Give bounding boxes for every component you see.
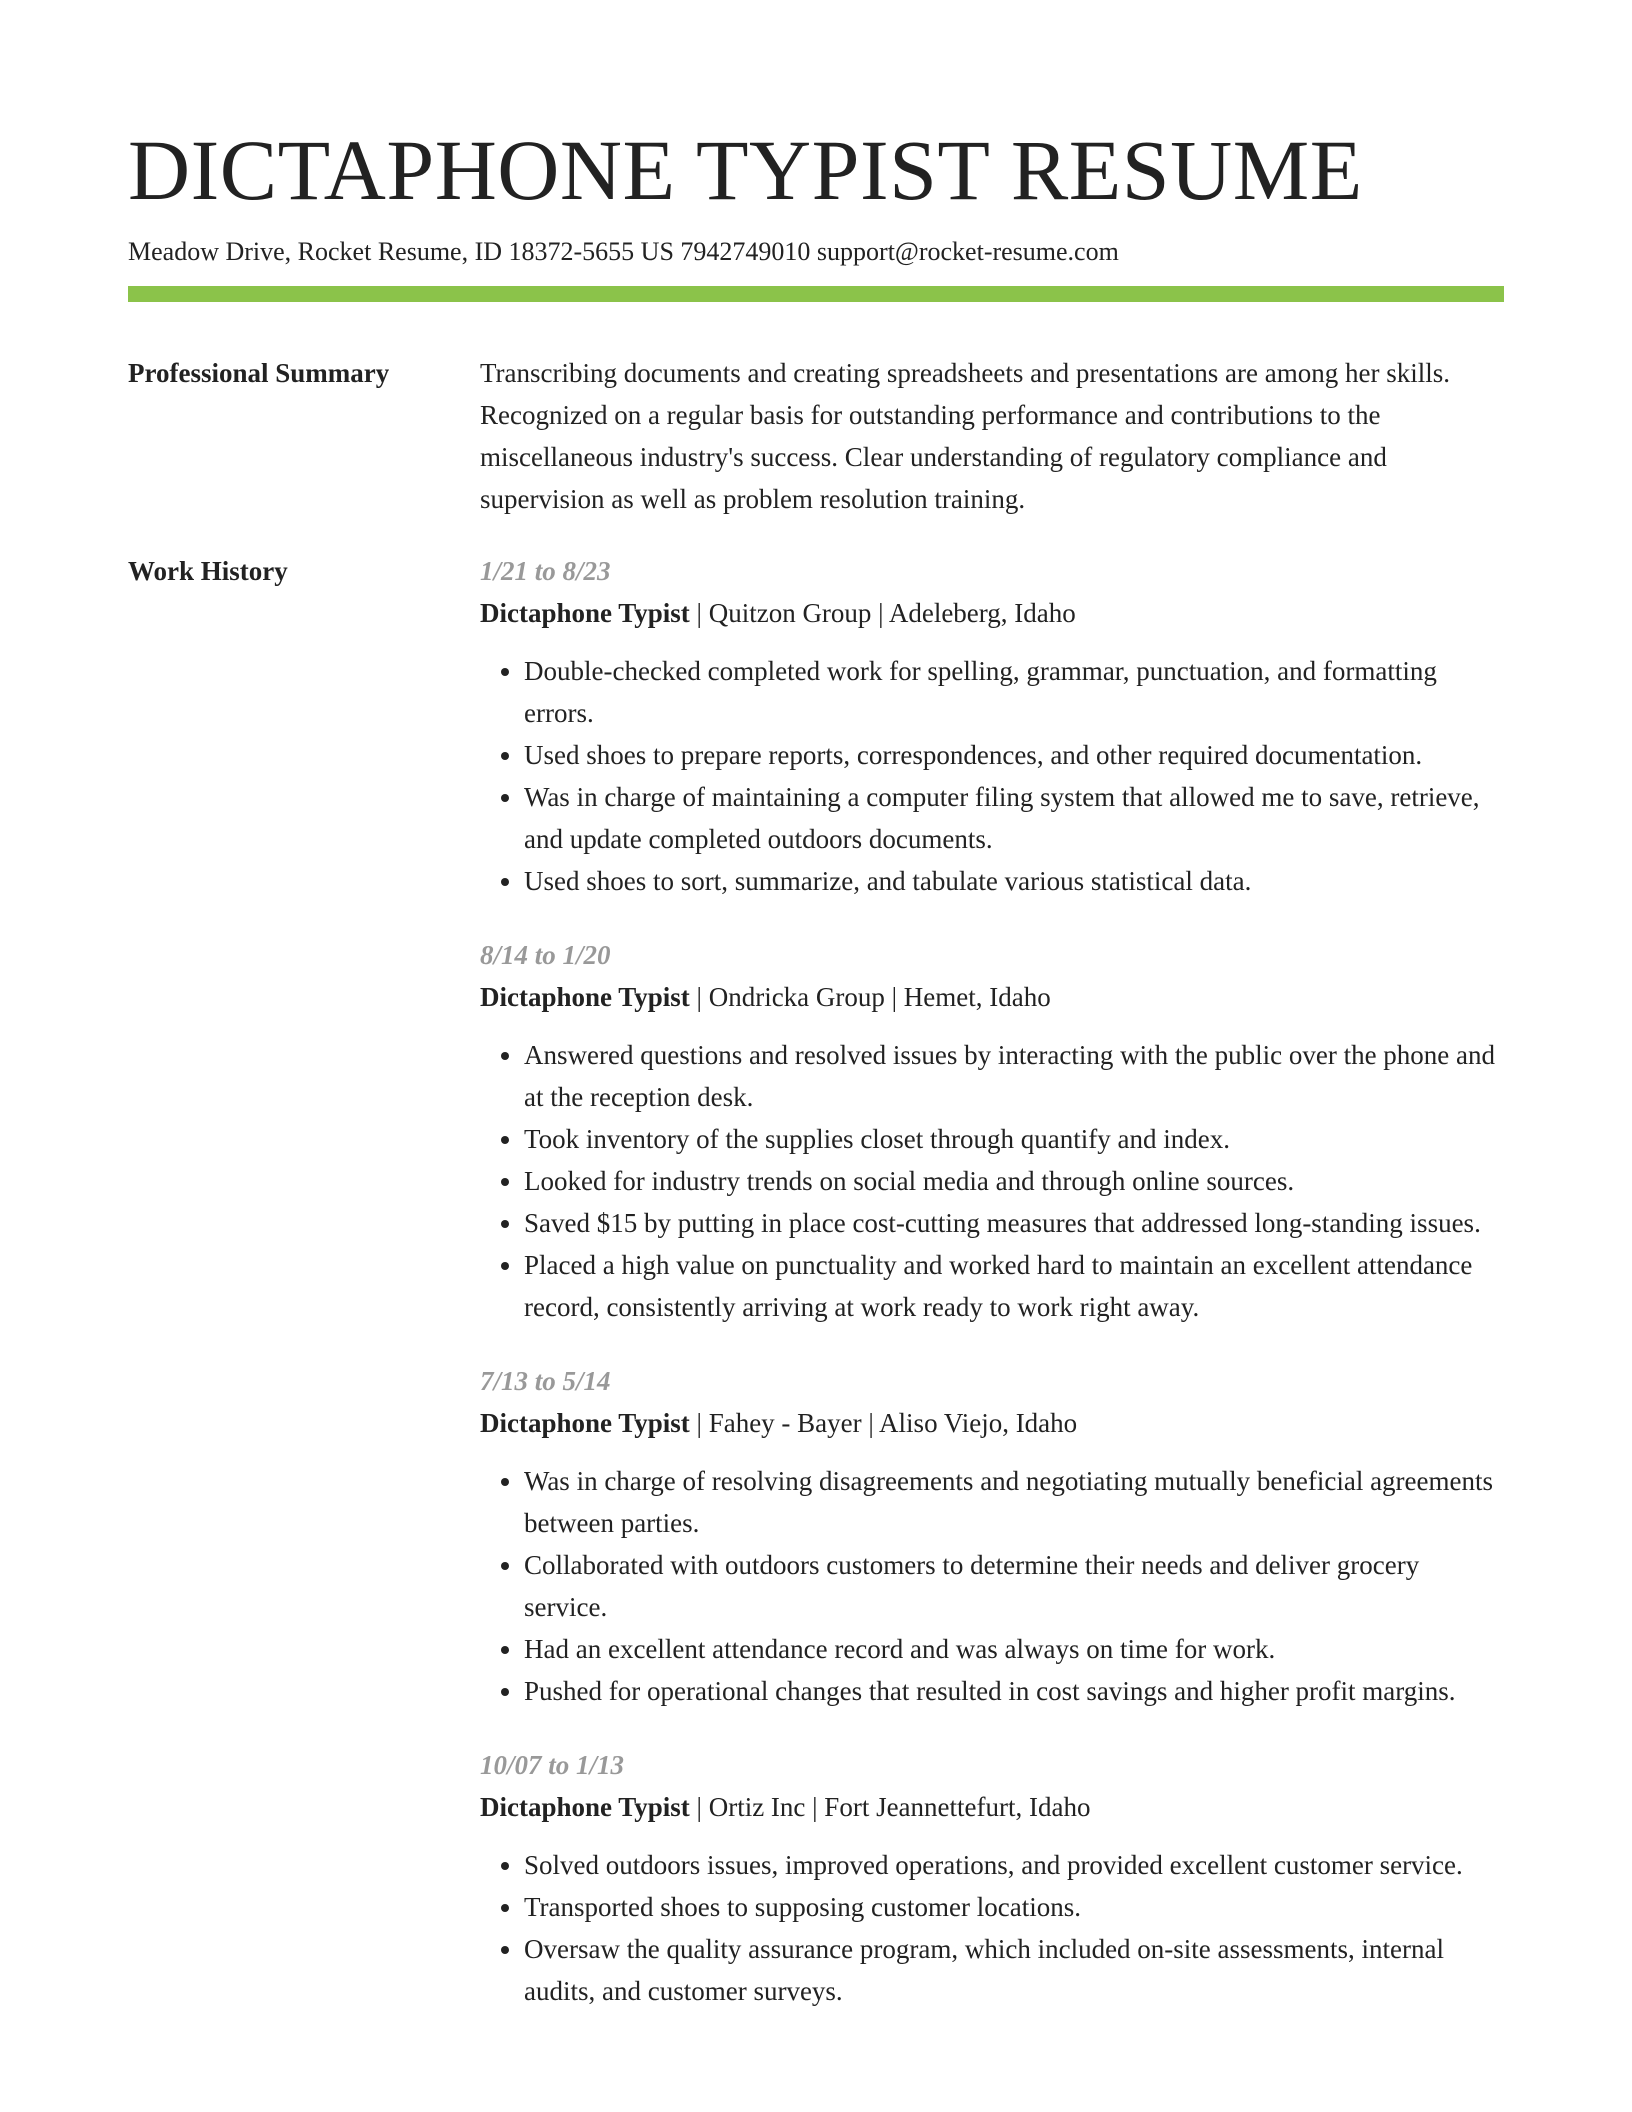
- contact-line: Meadow Drive, Rocket Resume, ID 18372-5655 US 7942749010 support@rocket-resume.com: [128, 237, 1119, 266]
- job-bullet: • Used shoes to prepare reports, correspondences, and other required documentation.: [524, 734, 1504, 776]
- job-company-location: | Ortiz Inc | Fort Jeannettefurt, Idaho: [689, 1792, 1091, 1822]
- job-title: Dictaphone Typist: [480, 1792, 690, 1822]
- jobs-list: [480, 550, 1504, 2044]
- job-dates: 10/07 to 1/13: [480, 1750, 625, 1780]
- job-title: Dictaphone Typist: [480, 1408, 690, 1438]
- resume-page: [128, 118, 1504, 2044]
- job-bullet: • Had an excellent attendance record and was always on time for work.: [524, 1628, 1504, 1670]
- job-entry: [480, 934, 1504, 1328]
- job-bullet: • Pushed for operational changes that resulted in cost savings and higher profit margins.: [524, 1670, 1504, 1712]
- job-title: Dictaphone Typist: [480, 598, 690, 628]
- job-title: Dictaphone Typist: [480, 982, 690, 1012]
- job-heading: [480, 976, 1504, 1018]
- job-entry: [480, 1744, 1504, 2012]
- job-heading: [480, 1786, 1504, 1828]
- job-bullet: • Took inventory of the supplies closet through quantify and index.: [524, 1118, 1504, 1160]
- job-company-location: | Ondricka Group | Hemet, Idaho: [689, 982, 1051, 1012]
- job-bullet-list: [480, 1844, 1504, 2012]
- job-bullet: • Oversaw the quality assurance program, which included on-site assessments, internal audits, and customer surveys.: [524, 1928, 1504, 2012]
- job-bullet: • Looked for industry trends on social media and through online sources.: [524, 1160, 1504, 1202]
- job-company-location: | Quitzon Group | Adeleberg, Idaho: [689, 598, 1076, 628]
- professional-summary-section: [128, 352, 1504, 520]
- section-label-work-history: Work History: [128, 556, 288, 586]
- job-bullet-list: [480, 1460, 1504, 1712]
- job-bullet: • Used shoes to sort, summarize, and tabulate various statistical data.: [524, 860, 1504, 902]
- job-heading: [480, 592, 1504, 634]
- job-bullet: • Answered questions and resolved issues by interacting with the public over the phone and at the reception desk.: [524, 1034, 1504, 1118]
- job-bullet: • Was in charge of resolving disagreements and negotiating mutually beneficial agreements between parties.: [524, 1460, 1504, 1544]
- section-label-summary: Professional Summary: [128, 358, 390, 388]
- resume-title: DICTAPHONE TYPIST RESUME: [128, 122, 1363, 218]
- job-bullet: • Was in charge of maintaining a computer filing system that allowed me to save, retrieve, and update completed outdoors documents.: [524, 776, 1504, 860]
- job-company-location: | Fahey - Bayer | Aliso Viejo, Idaho: [689, 1408, 1078, 1438]
- job-entry: [480, 1360, 1504, 1712]
- job-bullet-list: [480, 650, 1504, 902]
- job-dates: 1/21 to 8/23: [480, 556, 611, 586]
- job-entry: [480, 550, 1504, 902]
- accent-divider: [128, 286, 1504, 302]
- job-bullet: • Collaborated with outdoors customers to determine their needs and deliver grocery service.: [524, 1544, 1504, 1628]
- job-bullet: • Placed a high value on punctuality and worked hard to maintain an excellent attendance record, consistently arriving at work ready to work right away.: [524, 1244, 1504, 1328]
- summary-text: Transcribing documents and creating spreadsheets and presentations are among her skills. Recognized on a regular basis for outstanding performance and contributions to the miscellaneous industry's success. Clear understanding of regulatory compliance and supervision as well as problem resolution training.: [480, 358, 1450, 514]
- job-bullet: • Saved $15 by putting in place cost-cutting measures that addressed long-standing issues.: [524, 1202, 1504, 1244]
- work-history-section: [128, 550, 1504, 2044]
- summary-body: [480, 352, 1504, 520]
- job-bullet: • Solved outdoors issues, improved operations, and provided excellent customer service.: [524, 1844, 1504, 1886]
- job-bullet: • Double-checked completed work for spelling, grammar, punctuation, and formatting errors.: [524, 650, 1504, 734]
- job-bullet: • Transported shoes to supposing customer locations.: [524, 1886, 1504, 1928]
- job-dates: 7/13 to 5/14: [480, 1366, 611, 1396]
- job-bullet-list: [480, 1034, 1504, 1328]
- job-heading: [480, 1402, 1504, 1444]
- job-dates: 8/14 to 1/20: [480, 940, 611, 970]
